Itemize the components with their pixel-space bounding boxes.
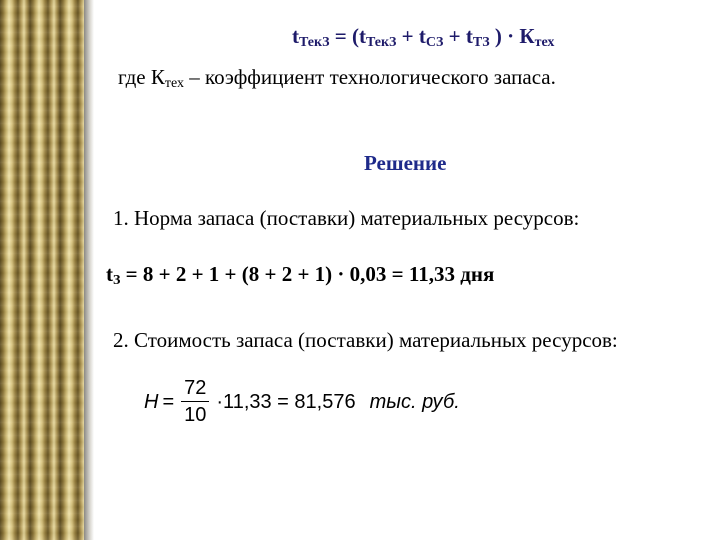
cost-result: ·11,33 = 81,576 (216, 390, 356, 413)
cost-formula (144, 371, 460, 433)
equals-sign: = (162, 390, 175, 413)
fraction-denominator: 10 (184, 404, 207, 426)
solution-heading: Решение (364, 151, 447, 175)
cost-variable: H (144, 390, 159, 413)
border-shadow (84, 0, 94, 540)
fraction (181, 376, 209, 428)
cost-unit: тыс. руб. (369, 390, 460, 413)
decorative-marble-border (0, 0, 84, 540)
fraction-numerator: 72 (181, 376, 209, 402)
step-2-text: 2. Стоимость запаса (поставки) материальных ресурсов: (113, 328, 618, 352)
inventory-formula: $t_{ТекЗ} = (t_{ТекЗ} + t_{СЗ} + t_{ТЗ}$ ) · $К_{тех}$ (292, 24, 555, 50)
step-1-text: 1. Норма запаса (поставки) материальных ресурсов: (113, 206, 580, 230)
coefficient-definition: где $К_{тех}$ – коэффициент технологического запаса. (118, 65, 556, 91)
stock-norm-calculation: $t_З = 8 + 2 + 1 + (8 + 2 + 1) \cdot 0,03 = 11,33$ дня (106, 262, 495, 288)
